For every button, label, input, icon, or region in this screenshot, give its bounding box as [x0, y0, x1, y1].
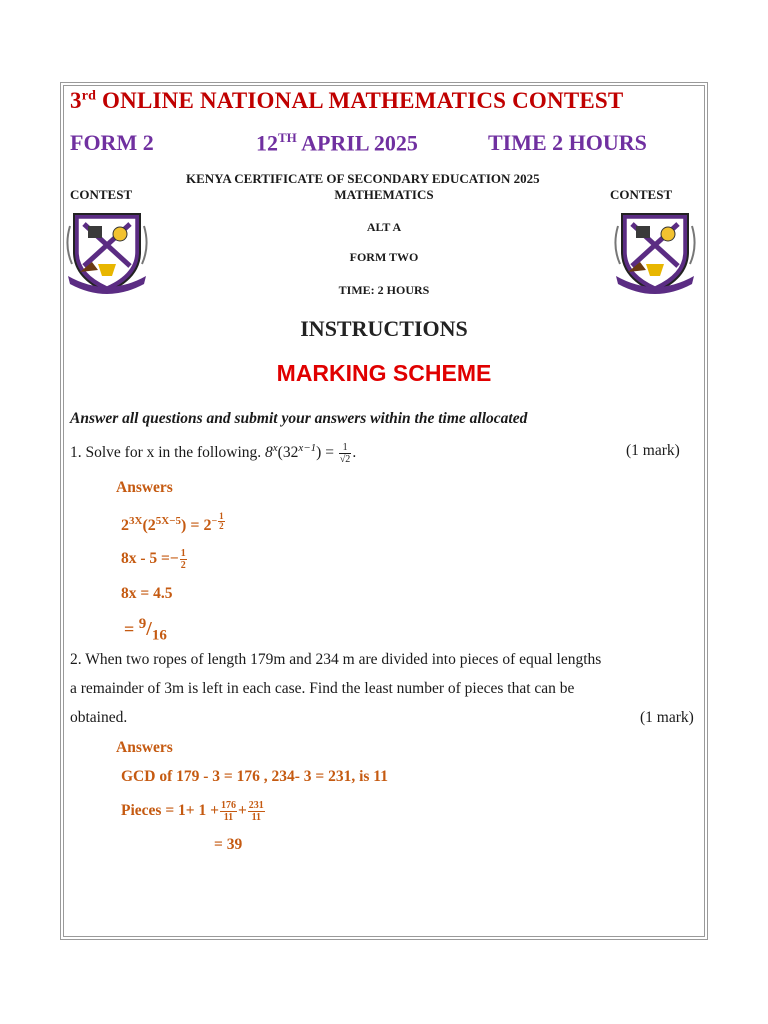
- lead-instruction: Answer all questions and submit your answers within the time allocated: [70, 410, 528, 427]
- question-2-line-3: obtained.: [70, 709, 128, 726]
- question-1: 1. Solve for x in the following. $8^x(32^{x-1})$ = $\frac{1}{√2}$ .: [70, 442, 357, 466]
- contest-label-right: CONTEST: [610, 187, 673, 202]
- question-1-marks: (1 mark): [626, 442, 680, 459]
- question-2-line-2: a remainder of 3m is left in each case. Find the least number of pieces that can be: [70, 680, 575, 697]
- duration-label: TIME: 2 HOURS: [338, 283, 430, 297]
- exam-time: TIME 2 HOURS: [488, 130, 647, 155]
- q2-answer-pieces: Pieces = 1+ 1 + $\frac{176}{11}$ + $\frac{231}{11}$: [121, 800, 264, 823]
- marking-scheme-heading: MARKING SCHEME: [276, 360, 492, 386]
- school-crest-logo-right: [612, 206, 698, 298]
- q1-answers-label: Answers: [116, 479, 173, 496]
- contest-label-left: CONTEST: [70, 187, 133, 202]
- q2-answer-result: = 39: [214, 836, 243, 853]
- paper-code: ALT A: [366, 220, 402, 234]
- q2-answers-label: Answers: [116, 739, 173, 756]
- q1-answer-line-4: = $^9/_{16}$: [124, 616, 167, 644]
- form-label: FORM 2: [70, 130, 154, 155]
- q1-answer-line-2: 8x - 5 =− $\frac{1}{2}$: [121, 548, 186, 571]
- question-2-line-1: 2. When two ropes of length 179m and 234 m are divided into pieces of equal lengths: [70, 651, 602, 668]
- kcse-heading: KENYA CERTIFICATE OF SECONDARY EDUCATION 2025: [186, 171, 540, 186]
- contest-title: 3rd ONLINE NATIONAL MATHEMATICS CONTEST: [70, 88, 624, 113]
- q2-answer-gcd: GCD of 179 - 3 = 176 , 234- 3 = 231, is 11: [121, 768, 388, 785]
- q1-answer-line-1: $2^{3X}(2^{5X-5}) = 2^{- \frac{1}{2}}$: [121, 511, 224, 535]
- q1-answer-line-3: 8x = 4.5: [121, 585, 173, 602]
- q1-rhs-fraction: $\frac{1}{√2}$: [339, 442, 351, 466]
- exam-date: 12TH APRIL 2025: [256, 130, 418, 156]
- subject-heading: MATHEMATICS: [334, 187, 434, 202]
- question-2-marks: (1 mark): [640, 709, 694, 726]
- form-two-label: FORM TWO: [349, 250, 419, 264]
- school-crest-logo-left: [64, 206, 150, 298]
- instructions-heading: INSTRUCTIONS: [300, 316, 468, 341]
